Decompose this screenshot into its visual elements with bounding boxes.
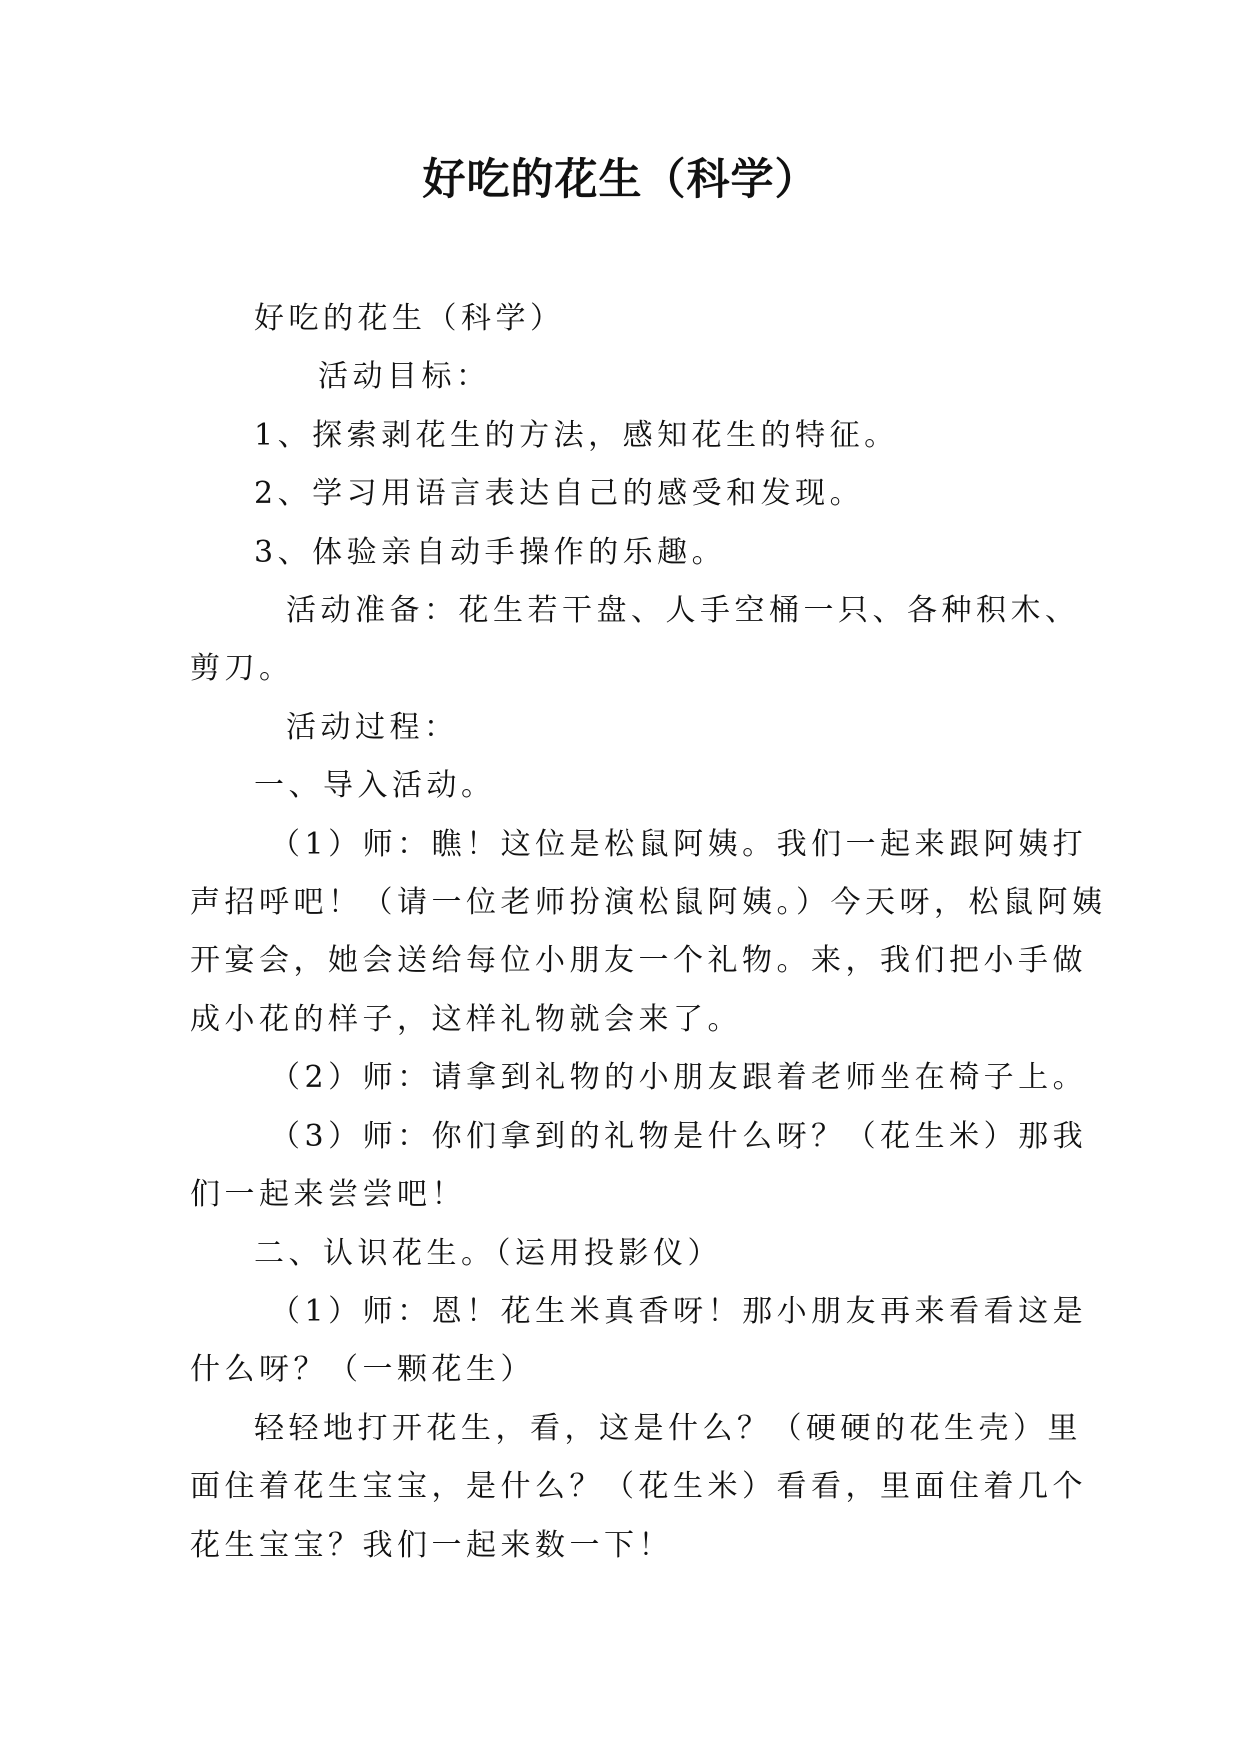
paragraph-step-1-1: （1）师：瞧！这位是松鼠阿姨。我们一起来跟阿姨打 bbox=[270, 826, 1088, 862]
document-body bbox=[190, 290, 1107, 1575]
paragraph-goal-3: 3、体验亲自动手操作的乐趣。 bbox=[254, 534, 727, 570]
paragraph-step-1-1-cont-b: 开宴会，她会送给每位小朋友一个礼物。来，我们把小手做 bbox=[190, 943, 1087, 979]
paragraph-step-1-1-cont-a: 声招呼吧！（请一位老师扮演松鼠阿姨。）今天呀，松鼠阿姨 bbox=[190, 885, 1107, 921]
paragraph-goal-1: 1、探索剥花生的方法，感知花生的特征。 bbox=[254, 417, 899, 453]
paragraph-section-2: 二、认识花生。（运用投影仪） bbox=[254, 1235, 722, 1271]
paragraph-step-2-2: 轻轻地打开花生，看，这是什么？（硬硬的花生壳）里 bbox=[254, 1410, 1082, 1446]
paragraph-goal-2: 2、学习用语言表达自己的感受和发现。 bbox=[254, 476, 865, 512]
paragraph-step-1-3: （3）师：你们拿到的礼物是什么呀？（花生米）那我 bbox=[270, 1118, 1088, 1154]
paragraph-preparation-cont: 剪刀。 bbox=[190, 651, 294, 687]
paragraph-process-heading: 活动过程： bbox=[286, 709, 459, 745]
paragraph-step-1-1-cont-c: 成小花的样子，这样礼物就会来了。 bbox=[190, 1001, 742, 1037]
paragraph-goals-heading: 活动目标： bbox=[318, 359, 491, 395]
document-title: 好吃的花生（科学） bbox=[422, 155, 819, 205]
paragraph-step-1-2: （2）师：请拿到礼物的小朋友跟着老师坐在椅子上。 bbox=[270, 1060, 1088, 1096]
paragraph-step-2-1: （1）师：恩！花生米真香呀！那小朋友再来看看这是 bbox=[270, 1293, 1088, 1329]
paragraph-preparation: 活动准备：花生若干盘、人手空桶一只、各种积木、 bbox=[286, 593, 1080, 629]
paragraph-step-2-1-cont: 什么呀？（一颗花生） bbox=[190, 1352, 535, 1388]
paragraph-step-2-2-cont-a: 面住着花生宝宝，是什么？（花生米）看看，里面住着几个 bbox=[190, 1469, 1087, 1505]
paragraph-section-1: 一、导入活动。 bbox=[254, 768, 496, 804]
paragraph-step-2-2-cont-b: 花生宝宝？我们一起来数一下！ bbox=[190, 1527, 673, 1563]
paragraph-subtitle: 好吃的花生（科学） bbox=[254, 301, 565, 336]
paragraph-step-1-3-cont: 们一起来尝尝吧！ bbox=[190, 1177, 466, 1213]
